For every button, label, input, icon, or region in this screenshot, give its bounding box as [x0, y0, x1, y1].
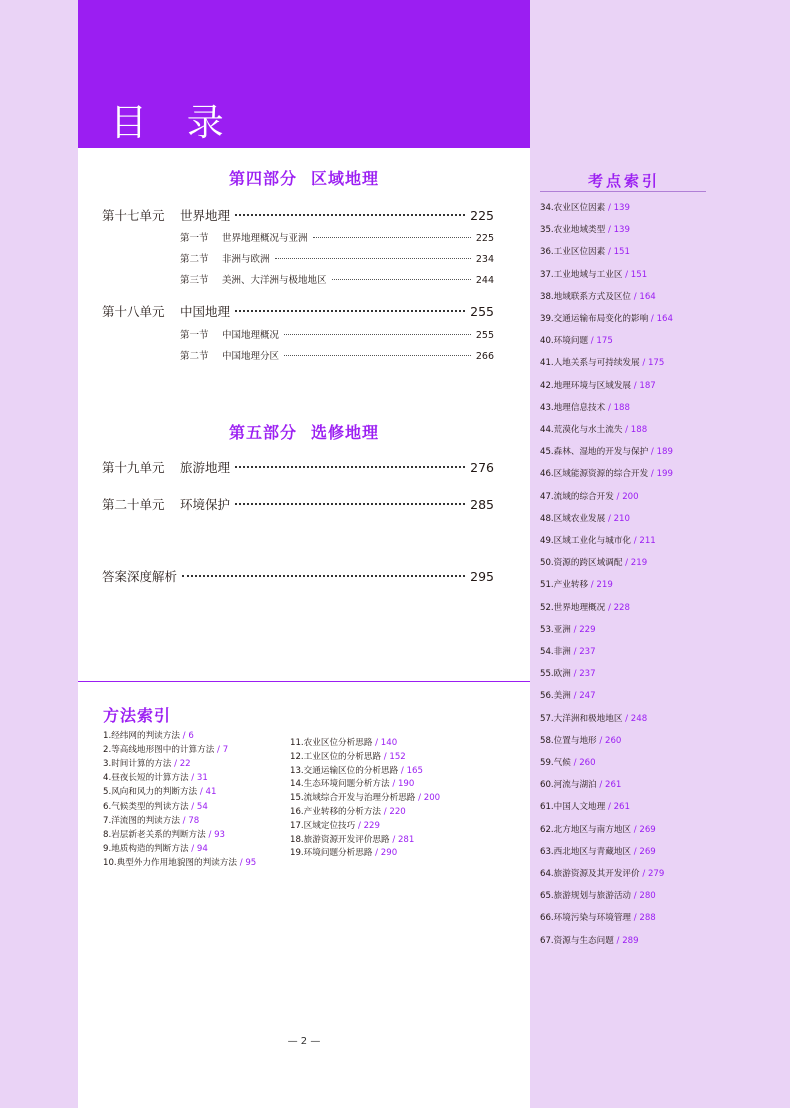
index-item-page: 188 [613, 403, 630, 413]
index-separator: / [605, 802, 614, 812]
index-item[interactable] [103, 815, 199, 827]
index-separator: / [605, 225, 614, 235]
part-label: 第五部分 [228, 423, 297, 442]
index-item[interactable] [540, 313, 673, 325]
index-item[interactable] [103, 786, 216, 798]
index-item[interactable] [290, 834, 414, 846]
index-item-page: 279 [647, 869, 665, 879]
index-item[interactable] [540, 491, 639, 503]
index-item-page: 247 [579, 691, 596, 701]
section-name: 世界地理概况与亚洲 [222, 233, 308, 244]
index-item-page: 140 [380, 738, 398, 748]
index-item-page: 54 [196, 802, 208, 812]
kaodian-title-rule [540, 191, 706, 192]
index-separator: / [171, 759, 180, 769]
index-item-page: 210 [613, 514, 630, 524]
index-separator: / [631, 891, 640, 901]
leader-dots [182, 575, 465, 577]
leader-dots [332, 279, 471, 280]
page-title: 目 录 [110, 101, 238, 144]
index-item-page: 280 [639, 891, 656, 901]
index-item-text: 9.地质构造的判断方法 [103, 844, 189, 854]
index-item-text: 37.工业地域与工业区 [540, 270, 623, 280]
index-item-page: 229 [579, 625, 596, 635]
index-separator: / [631, 536, 640, 546]
index-item-page: 229 [363, 821, 380, 831]
index-item-page: 261 [605, 780, 622, 790]
index-item-text: 16.产业转移的分析方法 [290, 807, 382, 817]
index-item-text: 60.河流与湖泊 [540, 780, 597, 790]
index-item[interactable] [290, 806, 406, 818]
index-item-text: 12.工业区位的分析思路 [290, 752, 382, 762]
index-item[interactable] [540, 757, 596, 769]
index-item-text: 44.荒漠化与水土流失 [540, 425, 623, 435]
index-item[interactable] [103, 843, 208, 855]
index-item-page: 200 [622, 492, 639, 502]
index-separator: / [372, 738, 381, 748]
unit-label: 第十九单元 [102, 460, 165, 475]
index-separator: / [605, 403, 614, 413]
index-item-text: 13.交通运输区位的分析思路 [290, 766, 399, 776]
index-item[interactable] [540, 912, 656, 924]
index-item-text: 51.产业转移 [540, 580, 589, 590]
index-item-text: 36.工业区位因素 [540, 247, 606, 257]
index-item-page: 289 [622, 936, 639, 946]
method-index-title: 方法索引 [103, 706, 172, 725]
index-item-page: 165 [406, 766, 423, 776]
index-item[interactable] [103, 758, 191, 770]
index-item[interactable] [290, 778, 414, 790]
index-item-text: 64.旅游资源及其开发评价 [540, 869, 640, 879]
index-item-text: 8.岩层新老关系的判断方法 [103, 830, 206, 840]
section-name: 中国地理分区 [222, 351, 280, 362]
index-item-text: 53.亚洲 [540, 625, 571, 635]
index-separator: / [622, 558, 631, 568]
leader-dots [284, 334, 471, 335]
index-item[interactable] [103, 829, 225, 841]
index-separator: / [648, 469, 657, 479]
index-item-page: 237 [579, 669, 596, 679]
part-name: 区域地理 [311, 169, 380, 188]
section-label: 第二节 [180, 351, 209, 362]
index-separator: / [631, 847, 640, 857]
index-item[interactable] [540, 335, 613, 347]
index-item-page: 199 [656, 469, 673, 479]
section-page: 255 [475, 330, 494, 341]
toc-unit-20[interactable] [102, 495, 494, 513]
leader-dots [284, 355, 471, 356]
kaodian-index-title: 考点索引 [587, 172, 660, 190]
index-item-text: 5.风向和风力的判断方法 [103, 787, 198, 797]
index-item[interactable] [540, 624, 596, 636]
index-separator: / [381, 752, 390, 762]
index-item-page: 260 [579, 758, 596, 768]
index-item-page: 151 [613, 247, 630, 257]
section-page: 234 [475, 254, 494, 265]
index-item[interactable] [540, 535, 656, 547]
index-item-text: 52.世界地理概况 [540, 603, 606, 613]
index-separator: / [188, 802, 197, 812]
index-item-page: 189 [656, 447, 673, 457]
index-separator: / [381, 807, 390, 817]
index-separator: / [236, 858, 246, 868]
index-item[interactable] [103, 857, 256, 869]
index-item-text: 19.环境问题分析思路 [290, 848, 373, 858]
index-item-page: 219 [596, 580, 613, 590]
index-separator: / [596, 736, 605, 746]
index-item-text: 45.森林、湿地的开发与保护 [540, 447, 649, 457]
index-item-text: 62.北方地区与南方地区 [540, 825, 632, 835]
index-separator: / [179, 731, 189, 741]
index-separator: / [179, 816, 189, 826]
index-item-text: 14.生态环境问题分析方法 [290, 779, 390, 789]
index-item-page: 31 [196, 773, 208, 783]
unit-name: 世界地理 [180, 208, 231, 223]
index-item-text: 38.地域联系方式及区位 [540, 292, 632, 302]
section-label: 第一节 [180, 330, 209, 341]
index-item-page: 94 [196, 844, 208, 854]
index-item[interactable] [290, 792, 440, 804]
index-item[interactable] [540, 779, 621, 791]
index-item[interactable] [103, 772, 208, 784]
index-item-page: 175 [647, 358, 665, 368]
index-item[interactable] [540, 735, 621, 747]
index-item-text: 15.流域综合开发与治理分析思路 [290, 793, 416, 803]
section-name: 美洲、大洋洲与极地地区 [222, 275, 327, 286]
index-item-text: 50.资源的跨区域调配 [540, 558, 623, 568]
section-page: 244 [475, 275, 494, 286]
index-separator: / [570, 758, 580, 768]
unit-name: 中国地理 [180, 304, 231, 319]
index-separator: / [648, 447, 657, 457]
index-separator: / [648, 314, 657, 324]
index-item-text: 56.美洲 [540, 691, 571, 701]
left-margin [0, 0, 78, 1108]
section-label: 第一节 [180, 233, 209, 244]
index-separator: / [570, 625, 580, 635]
index-separator: / [415, 793, 424, 803]
section-name: 非洲与欧洲 [222, 254, 270, 265]
index-item-page: 248 [630, 714, 648, 724]
index-separator: / [631, 825, 640, 835]
index-item[interactable] [540, 713, 647, 725]
index-item-text: 65.旅游规划与旅游活动 [540, 891, 632, 901]
index-item-page: 269 [639, 847, 656, 857]
unit-page: 225 [470, 208, 494, 223]
section-name: 中国地理概况 [222, 330, 280, 341]
index-item-page: 175 [596, 336, 613, 346]
unit-page: 285 [470, 497, 494, 512]
index-item-text: 1.经纬网的判读方法 [103, 731, 180, 741]
index-item[interactable] [540, 801, 630, 813]
index-item-page: 41 [205, 787, 217, 797]
unit-name: 环境保护 [180, 497, 231, 512]
index-item[interactable] [540, 468, 673, 480]
index-separator: / [570, 647, 580, 657]
index-separator: / [605, 514, 614, 524]
section-divider [78, 681, 530, 682]
index-item[interactable] [540, 935, 639, 947]
index-item-page: 211 [639, 536, 656, 546]
index-separator: / [389, 835, 398, 845]
index-separator: / [570, 669, 580, 679]
index-item[interactable] [540, 579, 613, 591]
answers-label: 答案深度解析 [102, 569, 178, 584]
index-item-text: 46.区域能源资源的综合开发 [540, 469, 649, 479]
index-separator: / [639, 869, 648, 879]
index-separator: / [631, 381, 640, 391]
index-item-page: 237 [579, 647, 596, 657]
index-item-page: 164 [639, 292, 656, 302]
toc-section[interactable] [180, 327, 494, 341]
index-separator: / [214, 745, 223, 755]
index-item-page: 22 [179, 759, 191, 769]
index-item-page: 93 [214, 830, 226, 840]
index-separator: / [355, 821, 364, 831]
unit-name: 旅游地理 [180, 460, 231, 475]
index-item[interactable] [540, 380, 656, 392]
index-item[interactable] [290, 847, 397, 859]
index-item-page: 260 [605, 736, 622, 746]
index-item[interactable] [540, 668, 596, 680]
index-item[interactable] [540, 357, 664, 369]
part-title-5 [78, 420, 530, 443]
index-item[interactable] [103, 730, 194, 742]
unit-label: 第十八单元 [102, 304, 165, 319]
index-separator: / [596, 780, 605, 790]
index-item-text: 18.旅游资源开发评价思路 [290, 835, 390, 845]
index-item[interactable] [540, 269, 647, 281]
index-item-page: 78 [188, 816, 200, 826]
index-item-page: 187 [639, 381, 656, 391]
index-item-page: 139 [613, 203, 630, 213]
index-item-text: 57.大洋洲和极地地区 [540, 714, 623, 724]
leader-dots [235, 310, 465, 312]
index-item-page: 164 [656, 314, 673, 324]
index-item-text: 42.地理环境与区域发展 [540, 381, 632, 391]
index-item[interactable] [540, 513, 630, 525]
index-item-text: 3.时间计算的方法 [103, 759, 172, 769]
index-item-text: 35.农业地域类型 [540, 225, 606, 235]
leader-dots [235, 214, 465, 216]
unit-label: 第二十单元 [102, 497, 165, 512]
index-item-text: 39.交通运输布局变化的影响 [540, 314, 649, 324]
part-label: 第四部分 [228, 169, 297, 188]
index-separator: / [622, 425, 631, 435]
toc-unit-17[interactable] [102, 206, 494, 224]
index-item-page: 220 [389, 807, 406, 817]
index-item-page: 139 [613, 225, 630, 235]
unit-page: 255 [470, 304, 494, 319]
index-separator: / [605, 203, 614, 213]
part-name: 选修地理 [311, 423, 380, 442]
index-item[interactable] [290, 765, 423, 777]
index-separator: / [389, 779, 398, 789]
index-item-text: 41.人地关系与可持续发展 [540, 358, 640, 368]
index-item[interactable] [540, 202, 630, 214]
index-item-page: 228 [613, 603, 630, 613]
index-separator: / [188, 773, 197, 783]
index-item-text: 40.环境问题 [540, 336, 589, 346]
index-item[interactable] [540, 291, 656, 303]
index-item-text: 66.环境污染与环境管理 [540, 913, 632, 923]
toc-section[interactable] [180, 251, 494, 265]
index-item[interactable] [540, 890, 656, 902]
index-separator: / [570, 691, 580, 701]
index-separator: / [605, 603, 614, 613]
index-item[interactable] [540, 646, 596, 658]
index-item-page: 219 [630, 558, 648, 568]
index-item-page: 200 [423, 793, 441, 803]
index-item-text: 2.等高线地形图中的计算方法 [103, 745, 215, 755]
index-item[interactable] [540, 868, 664, 880]
answers-page: 295 [470, 569, 494, 584]
toc-section[interactable] [180, 272, 494, 286]
index-item[interactable] [540, 824, 656, 836]
index-item-text: 63.西北地区与青藏地区 [540, 847, 632, 857]
page-number: — 2 — [287, 1036, 321, 1047]
index-item-page: 190 [397, 779, 415, 789]
index-item-text: 43.地理信息技术 [540, 403, 606, 413]
index-item-text: 58.位置与地形 [540, 736, 597, 746]
index-item-text: 7.洋流图的判读方法 [103, 816, 180, 826]
index-separator: / [631, 292, 640, 302]
section-page: 266 [475, 351, 494, 362]
index-item-text: 10.典型外力作用地貌图的判读方法 [103, 858, 237, 868]
index-separator: / [631, 913, 640, 923]
index-item-text: 47.流域的综合开发 [540, 492, 614, 502]
index-item[interactable] [540, 846, 656, 858]
index-separator: / [622, 270, 631, 280]
index-separator: / [613, 936, 623, 946]
index-item-text: 11.农业区位分析思路 [290, 738, 373, 748]
index-item[interactable] [540, 446, 673, 458]
index-separator: / [205, 830, 215, 840]
index-item-page: 6 [188, 731, 194, 741]
index-item-page: 261 [613, 802, 630, 812]
index-item[interactable] [540, 224, 630, 236]
toc-section[interactable] [180, 230, 494, 244]
leader-dots [235, 503, 465, 505]
index-item-text: 48.区域农业发展 [540, 514, 606, 524]
index-item-text: 54.非洲 [540, 647, 571, 657]
section-page: 225 [475, 233, 494, 244]
index-item-page: 290 [380, 848, 398, 858]
index-item-text: 6.气候类型的判读方法 [103, 802, 189, 812]
index-item[interactable] [540, 246, 630, 258]
unit-label: 第十七单元 [102, 208, 165, 223]
index-item[interactable] [540, 602, 630, 614]
index-item-text: 34.农业区位因素 [540, 203, 606, 213]
index-item[interactable] [290, 751, 406, 763]
part-title-4 [78, 166, 530, 189]
index-item-page: 7 [222, 745, 229, 755]
index-separator: / [372, 848, 381, 858]
toc-unit-19[interactable] [102, 458, 494, 476]
section-label: 第三节 [180, 275, 209, 286]
index-item[interactable] [290, 737, 397, 749]
index-item[interactable] [103, 801, 208, 813]
index-separator: / [188, 844, 197, 854]
toc-answers[interactable] [102, 567, 494, 585]
index-item[interactable] [540, 424, 647, 436]
index-separator: / [613, 492, 623, 502]
toc-unit-18[interactable] [102, 302, 494, 320]
index-item[interactable] [540, 557, 647, 569]
leader-dots [275, 258, 471, 259]
index-item[interactable] [290, 820, 380, 832]
index-item-page: 269 [639, 825, 656, 835]
index-item-page: 188 [630, 425, 648, 435]
section-label: 第二节 [180, 254, 209, 265]
index-item-text: 49.区域工业化与城市化 [540, 536, 632, 546]
index-separator: / [639, 358, 648, 368]
toc-section[interactable] [180, 348, 494, 362]
index-item[interactable] [103, 744, 228, 756]
index-item-text: 61.中国人文地理 [540, 802, 606, 812]
index-item-text: 4.昼夜长短的计算方法 [103, 773, 189, 783]
index-item-page: 151 [630, 270, 648, 280]
leader-dots [313, 237, 471, 238]
index-item-text: 17.区域定位技巧 [290, 821, 356, 831]
index-separator: / [605, 247, 614, 257]
index-item-text: 67.资源与生态问题 [540, 936, 614, 946]
index-separator: / [622, 714, 631, 724]
leader-dots [235, 466, 465, 468]
index-item-page: 281 [397, 835, 415, 845]
index-separator: / [588, 336, 597, 346]
index-separator: / [197, 787, 206, 797]
index-item-page: 95 [245, 858, 257, 868]
index-item[interactable] [540, 402, 630, 414]
index-item-page: 288 [639, 913, 656, 923]
index-separator: / [398, 766, 407, 776]
index-item[interactable] [540, 690, 596, 702]
index-item-text: 55.欧洲 [540, 669, 571, 679]
unit-page: 276 [470, 460, 494, 475]
index-item-page: 152 [389, 752, 406, 762]
index-separator: / [588, 580, 597, 590]
index-item-text: 59.气候 [540, 758, 571, 768]
